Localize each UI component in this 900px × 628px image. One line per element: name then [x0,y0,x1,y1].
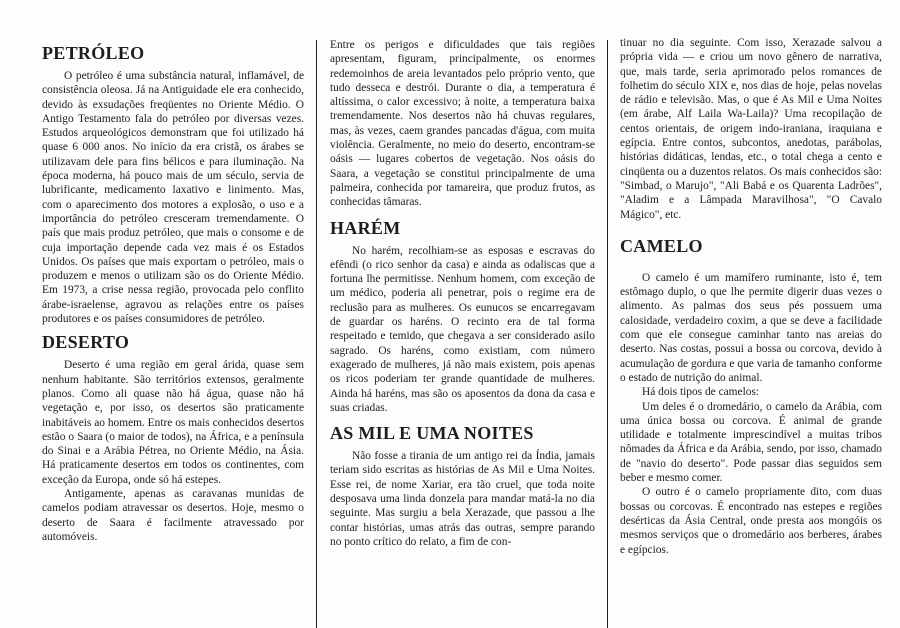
heading-deserto: DESERTO [42,332,130,353]
paragraph-camelo-4: O outro é o camelo propriamente dito, com duas bossas ou corcovas. É encontrado nas estepes e regiões desérticas da Ásia Central, onde presta aos mongóis os mesmos serviços que o dromedário aos berberes, árabes e egípcios. [620,486,882,556]
heading-mil-e-uma-noites: AS MIL E UMA NOITES [330,423,534,444]
heading-petroleo: PETRÓLEO [42,43,145,63]
paragraph-mil-e-uma-noites-continued: tinuar no dia seguinte. Com isso, Xerazade salvou a própria vida — e criou um novo gênero de narrativa, que, mais tarde, seria aprimorado pelos romances de folhetim do século XIX e, nos dias de hoje, pelas novelas de rádio e televisão. Mas, o que é As Mil e Uma Noites (em árabe, Alf Laila Wa-Laila)? Uma recopilação de centos orientais, de origem indo-iraniana, iraquiana e egípcia. Entre contos, subcontos, anedotas, parábolas, histórias didáticas, lendas, etc., o total chega a cento e cinqüenta ou a duzentos relatos. Os mais conhecidos são: "Simbad, o Marujo", "Ali Babá e os Quarenta Ladrões", "Aladim e a Lâmpada Maravilhosa", "O Cavalo Mágico", etc. [620,37,882,221]
paragraph-deserto-1: Deserto é uma região em geral árida, quase sem nenhum habitante. São territórios extensos, geralmente planos. Como ali quase não há água, quase não há vegetação e, por isso, os desertos são praticamente inabitáveis ao homem. Entre os mais conhecidos desertos estão o Saara (o maior de todos), na África, e a península do Sinai e a Arábia Pétrea, no Oriente Médio, na Ásia. Há praticamente desertos em todos os continentes, com exceção da Europa, onde só há estepes. [42,359,304,486]
paragraph-camelo-1: O camelo é um mamífero ruminante, isto é, tem estômago duplo, o que lhe permite digerir duas vezes o alimento. As palmas dos seus pés possuem uma calosidade, verdadeiro coxim, a que se deve a facilidade com que ele consegue caminhar tanto nas areias do deserto. Nas costas, possui a bossa ou corcova, devido à acumulação de gordura e que varia de tamanho conforme o estado de nutrição do animal. [620,271,882,384]
paragraph-deserto-2: Antigamente, apenas as caravanas munidas de camelos podiam atravessar os desertos. Hoje, mesmo o deserto de Saara é facilmente atravessado por automóveis. [42,488,304,543]
heading-camelo: CAMELO [620,235,703,256]
column-right [620,36,882,557]
column-divider-left [316,40,317,628]
paragraph-mil-e-uma-noites: Não fosse a tirania de um antigo rei da Índia, jamais teriam sido escritas as histórias de As Mil e Uma Noites. Esse rei, de nome Xariar, era tão cruel, que toda noite desposava uma linda donzela para mandar matá-la no dia seguinte. Mas surgiu a bela Xerazade, que passou a lhe contar histórias, umas atrás das outras, sempre parando no ponto crítico do relato, a fim de con- [330,450,595,548]
column-middle [330,38,595,549]
paragraph-deserto-continued: Entre os perigos e dificuldades que tais regiões apresentam, figuram, principalmente, os enormes redemoinhos de areia levantados pelo próprio vento, que tudo desseca e destrói. Durante o dia, a temperatura é altíssima, o calor excessivo; à noite, a temperatura baixa tremendamente. Nos desertos não há chuvas regulares, mas, às vezes, caem grandes pancadas d'água, com muita violência. Geralmente, no meio do deserto, encontram-se oásis — lugares cobertos de vegetação. Nos oásis do Saara, a vegetação se constitui principalmente de uma palmeira, conhecida por tamareira, que produz frutos, as conhecidas tâmaras. [330,39,595,209]
paragraph-camelo-3: Um deles é o dromedário, o camelo da Arábia, com uma única bossa ou corcova. É animal de grande utilidade e totalmente imprescindível a muitas tribos nômades da África e da Arábia, sendo, por isso, chamado de "navio do deserto". Pode passar dias seguidos sem beber e mesmo comer. [620,400,882,485]
paragraph-camelo-2: Há dois tipos de camelos: [642,386,760,399]
column-divider-right [607,40,608,628]
heading-harem: HARÉM [330,217,401,238]
paragraph-harem: No harém, recolhiam-se as esposas e escravas do efêndi (o rico senhor da casa) e ainda as odaliscas que a fortuna lhe permitisse. Nenhum homem, com exceção de um médico, poderia ali penetrar, pois o regime era de reclusão para as mulheres. Os eunucos se encarregavam de guardar os haréns. O recinto era de tal forma respeitado e temido, que chegava a ser considerado asilo sagrado. Os haréns, como existiam, com número exagerado de mulheres, já não mais existem, pois apenas os ricos poderiam ter grande quantidade de mulheres. Ainda há haréns, mas são os aposentos da dona da casa e suas criadas. [330,244,595,414]
paragraph-petroleo: O petróleo é uma substância natural, inflamável, de consistência oleosa. Já na Antiguidade ele era conhecido, devido às exsudações freqüentes no Oriente Médio. O Antigo Testamento fala do petróleo por diversas vezes. Estudos arqueológicos demonstram que foi utilizado há quase 6 000 anos. No início da era cristã, os árabes se utilizavam dele para fins bélicos e para iluminação. Na época moderna, há pouco mais de um século, servia de lubrificante, medicamento laxativo e linimento. Mas, com o aparecimento dos motores a explosão, o uso e a importância do petróleo cresceram tremendamente. O país que mais produz petróleo, que mais o consome e de cuja importação depende cada vez mais é os Estados Unidos. Os países que mais exportam o petróleo, mais o produzem e menos o utilizam são os do Oriente Médio. Em 1973, a crise nessa região, provocada pelo conflito árabe-israelense, agravou as relações entre os países produtores e os países consumidores de petróleo. [42,70,304,326]
column-left [42,37,304,544]
